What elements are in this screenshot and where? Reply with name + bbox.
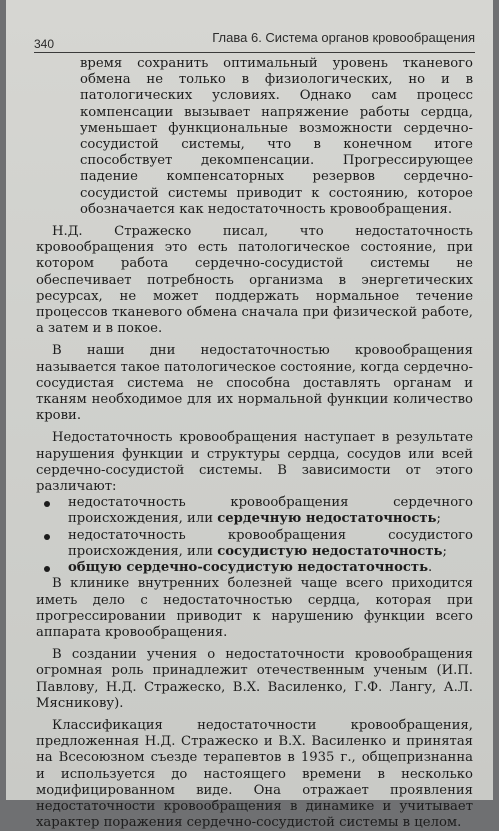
paragraph-4: Недостаточность кровообращения наступает в результате нарушения функции и структуры сердца, сосудов или всей сердечно-сосудистой системы. В зависимости от этого различают: <box>36 430 473 495</box>
bullet-text: недостаточность кровообращения сердечного происхождения, или <box>68 495 473 527</box>
chapter-title: Глава 6. Система органов кровообращения <box>212 30 475 45</box>
paragraph-1: время сохранить оптимальный уровень тканевого обмена не только в физиологических, но и в патологических условиях. Однако сам процесс компенсации вызывает напряжение работы сердца, уменьшает функциональные возможности сердечно-сосудистой системы, что в конечном итоге способствует декомпенсации. Прогрессирующее падение компенсаторных резервов сердечно-сосудистой системы приводит к состоянию, которое обозначается как недостаточность кровообращения. <box>80 56 473 217</box>
paragraph-7: Классификация недостаточности кровообращения, предложенная Н.Д. Стражеско и В.Х. Василенко и принятая на Всесоюзном съезде терапевтов в 1935 г., общепризнанна и используется до настоящего времени в несколько модифицированном виде. Она отражает проявления недостаточности кровообращения в динамике и учитывает характер поражения сердечно-сосудистой системы в целом. <box>36 717 473 831</box>
page-body <box>36 56 473 831</box>
bullet-icon <box>44 534 50 540</box>
bullet-item <box>36 528 473 560</box>
paragraph-5: В клинике внутренних болезней чаще всего приходится иметь дело с недостаточностью сердца, которая при прогрессировании приводит к нарушению функции всего аппарата кровообращения. <box>36 576 473 640</box>
bullet-item <box>36 495 473 527</box>
paragraph-6: В создании учения о недостаточности кровообращения огромная роль принадлежит отечественным ученым (И.П. Павлову, Н.Д. Стражеско, В.Х. Василенко, Г.Ф. Лангу, А.Л. Мясникову). <box>36 647 473 711</box>
bullet-bold-term: сосудистую недостаточность <box>217 543 443 559</box>
bullet-bold-term: общую сердечно-сосудистую недостаточность <box>68 560 429 576</box>
page-number: 340 <box>34 37 55 51</box>
bullet-tail: ; <box>436 511 441 527</box>
paragraph-2: Н.Д. Стражеско писал, что недостаточность кровообращения это есть патологическое состояние, при котором работа сердечно-сосудистой системы не обеспечивает потребность организма в энергетических ресурсах, не может поддержать нормальное течение процессов тканевого обмена сначала при физической работе, а затем и в покое. <box>36 224 473 337</box>
paragraph-3: В наши дни недостаточностью кровообращения называется такое патологическое состояние, когда сердечно-сосудистая система не способна доставлять органам и тканям необходимое для их нормальной функции количество крови. <box>36 343 473 424</box>
bullet-tail: ; <box>442 543 447 559</box>
bullet-bold-term: сердечную недостаточность <box>217 511 437 527</box>
bullet-icon <box>44 501 50 507</box>
book-page <box>6 0 493 831</box>
bullet-text: недостаточность кровообращения сосудистого происхождения, или <box>68 527 473 559</box>
bullet-list <box>36 495 473 576</box>
page-header <box>34 12 475 52</box>
header-rule <box>34 52 475 53</box>
bullet-tail: . <box>428 560 433 576</box>
bullet-item <box>36 560 473 576</box>
bullet-icon <box>44 566 50 572</box>
